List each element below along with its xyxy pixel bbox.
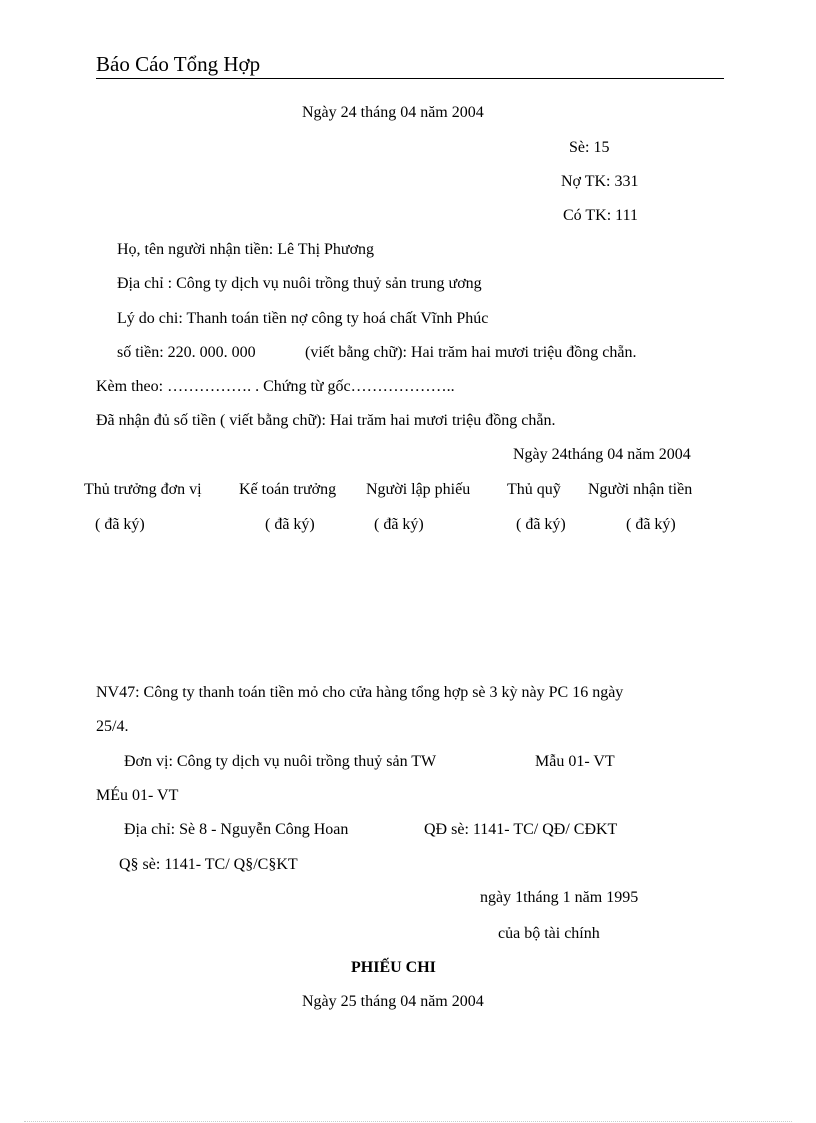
header-divider <box>96 78 724 79</box>
decision-date: ngày 1tháng 1 năm 1995 <box>480 889 639 906</box>
signature-date: Ngày 24tháng 04 năm 2004 <box>513 446 691 463</box>
signature-role-director: Thủ trưởng đơn vị <box>84 481 202 498</box>
voucher-date: Ngày 24 tháng 04 năm 2004 <box>302 104 484 121</box>
attachments: Kèm theo: ……………. . Chứng từ gốc……………….. <box>96 378 455 395</box>
signature-status-cashier: ( đã ký) <box>516 516 566 533</box>
voucher-number: Sè: 15 <box>569 139 610 156</box>
decision-issuer: của bộ tài chính <box>498 925 600 942</box>
signature-role-cashier: Thủ quỹ <box>507 481 561 498</box>
recipient-name: Họ, tên người nhận tiền: Lê Thị Phương <box>117 241 375 258</box>
signature-role-recipient: Người nhận tiền <box>588 481 693 498</box>
signature-status-chief-accountant: ( đã ký) <box>265 516 315 533</box>
debit-account: Nợ TK: 331 <box>561 173 639 190</box>
form-code: Mẫu 01- VT <box>535 753 615 770</box>
credit-account: Có TK: 111 <box>563 207 638 224</box>
transaction-description-cont: 25/4. <box>96 718 129 735</box>
signature-status-preparer: ( đã ký) <box>374 516 424 533</box>
signature-role-preparer: Người lập phiếu <box>366 481 471 498</box>
signature-role-chief-accountant: Kế toán trưởng <box>239 481 337 498</box>
page-bottom-divider <box>24 1121 792 1122</box>
decision-number: QĐ sè: 1141- TC/ QĐ/ CĐKT <box>424 821 618 838</box>
signature-status-director: ( đã ký) <box>95 516 145 533</box>
voucher2-date: Ngày 25 tháng 04 năm 2004 <box>302 993 484 1010</box>
transaction-description: NV47: Công ty thanh toán tiền mỏ cho cửa hàng tổng hợp sè 3 kỳ này PC 16 ngày <box>96 684 624 701</box>
decision-number-alt: Q§ sè: 1141- TC/ Q§/C§KT <box>119 856 298 873</box>
unit-name: Đơn vị: Công ty dịch vụ nuôi trồng thuỷ sản TW <box>124 753 437 770</box>
amount-words: (viết bằng chữ): Hai trăm hai mươi triệu đồng chẵn. <box>305 344 637 361</box>
voucher-title: PHIẾU CHI <box>351 959 436 976</box>
recipient-address: Địa chỉ : Công ty dịch vụ nuôi trồng thuỷ sản trung ương <box>117 275 482 292</box>
signature-status-recipient: ( đã ký) <box>626 516 676 533</box>
amount-received: Đã nhận đủ số tiền ( viết bằng chữ): Hai trăm hai mươi triệu đồng chẵn. <box>96 412 556 429</box>
amount-figures: số tiền: 220. 000. 000 <box>117 344 256 361</box>
form-code-alt: MÉu 01- VT <box>96 787 179 804</box>
payment-reason: Lý do chi: Thanh toán tiền nợ công ty hoá chất Vĩnh Phúc <box>117 310 489 327</box>
unit-address: Địa chỉ: Sè 8 - Nguyễn Công Hoan <box>124 821 349 838</box>
page-header-title: Báo Cáo Tổng Hợp <box>96 52 261 76</box>
